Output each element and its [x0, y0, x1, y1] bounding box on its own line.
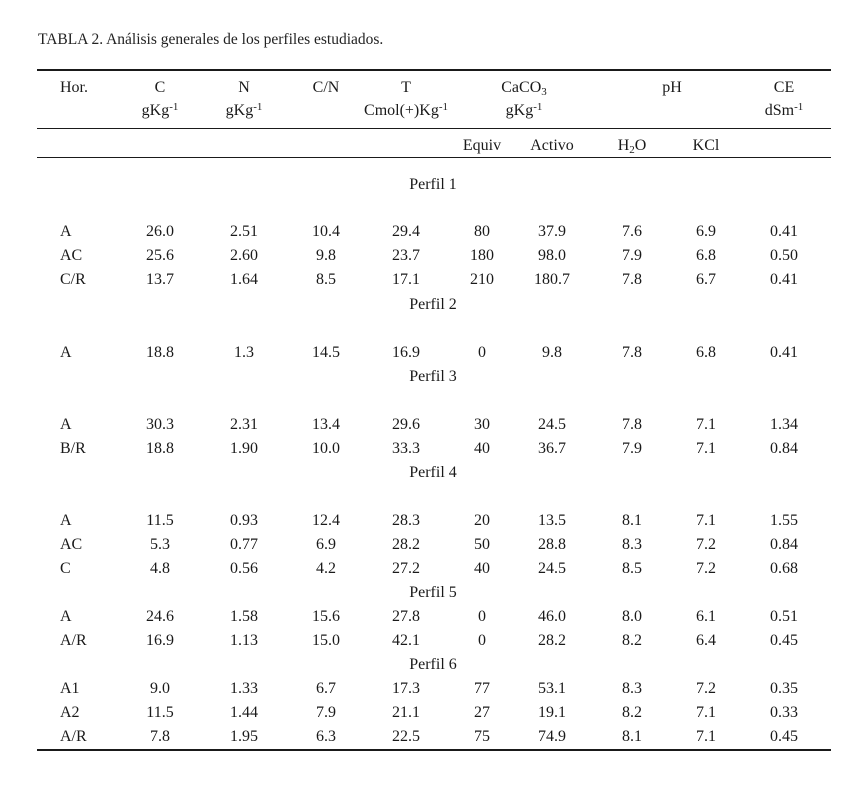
cell-equiv: 210	[470, 271, 494, 288]
cell-equiv: 180	[470, 247, 494, 264]
cell-ph-kcl: 6.7	[696, 271, 716, 288]
cell-hor: AC	[60, 247, 83, 264]
cell-ph-kcl: 6.8	[696, 344, 716, 361]
cell-ce: 0.33	[770, 704, 798, 721]
header-activo: Activo	[530, 137, 574, 154]
cell-cn: 15.0	[312, 632, 340, 649]
cell-n: 1.58	[230, 608, 258, 625]
cell-ph-h2o: 8.2	[622, 632, 642, 649]
header-kcl: KCl	[692, 137, 720, 154]
cell-activo: 53.1	[538, 680, 566, 697]
cell-cn: 14.5	[312, 344, 340, 361]
cell-hor: A	[60, 416, 72, 433]
cell-cn: 10.4	[312, 223, 340, 240]
cell-c: 5.3	[150, 536, 170, 553]
cell-n: 2.60	[230, 247, 258, 264]
cell-c: 4.8	[150, 560, 170, 577]
cell-n: 0.93	[230, 512, 258, 529]
cell-hor: A	[60, 223, 72, 240]
cell-equiv: 40	[474, 440, 490, 457]
cell-cn: 12.4	[312, 512, 340, 529]
cell-cn: 15.6	[312, 608, 340, 625]
cell-t: 23.7	[392, 247, 420, 264]
header-ce-unit: dSm$^{-1}$	[764, 101, 804, 119]
cell-equiv: 0	[478, 632, 486, 649]
cell-hor: A2	[60, 704, 80, 721]
cell-ce: 0.68	[770, 560, 798, 577]
header-t: T	[401, 79, 411, 96]
cell-n: 1.33	[230, 680, 258, 697]
cell-activo: 28.8	[538, 536, 566, 553]
section-title: Perfil 1	[409, 176, 457, 193]
header-h2o: $H_2O$	[617, 137, 647, 156]
cell-activo: 98.0	[538, 247, 566, 264]
cell-activo: 19.1	[538, 704, 566, 721]
cell-hor: AC	[60, 536, 83, 553]
header-c-unit: gKg$^{-1}$	[141, 101, 179, 119]
cell-hor: A/R	[60, 632, 87, 649]
cell-ce: 0.41	[770, 344, 798, 361]
cell-ph-kcl: 7.1	[696, 728, 716, 745]
cell-n: 1.3	[234, 344, 254, 361]
section-title: Perfil 5	[409, 584, 457, 601]
cell-activo: 36.7	[538, 440, 566, 457]
cell-t: 17.1	[392, 271, 420, 288]
cell-t: 27.8	[392, 608, 420, 625]
cell-cn: 9.8	[316, 247, 336, 264]
header-cn: C/N	[312, 79, 340, 96]
cell-cn: 10.0	[312, 440, 340, 457]
cell-activo: 24.5	[538, 560, 566, 577]
cell-ph-kcl: 6.1	[696, 608, 716, 625]
cell-c: 7.8	[150, 728, 170, 745]
cell-t: 17.3	[392, 680, 420, 697]
cell-activo: 24.5	[538, 416, 566, 433]
cell-t: 33.3	[392, 440, 420, 457]
cell-n: 1.64	[230, 271, 258, 288]
cell-equiv: 30	[474, 416, 490, 433]
cell-ph-kcl: 6.4	[696, 632, 716, 649]
cell-c: 24.6	[146, 608, 174, 625]
cell-hor: C/R	[60, 271, 86, 288]
cell-t: 27.2	[392, 560, 420, 577]
header-t-unit: $Cmol(+)Kg^{-1}$	[364, 101, 448, 119]
cell-n: 1.13	[230, 632, 258, 649]
cell-ce: 0.45	[770, 632, 798, 649]
cell-hor: B/R	[60, 440, 86, 457]
cell-ph-kcl: 7.2	[696, 536, 716, 553]
cell-ce: 0.50	[770, 247, 798, 264]
section-title: Perfil 6	[409, 656, 457, 673]
cell-c: 30.3	[146, 416, 174, 433]
cell-n: 1.44	[230, 704, 258, 721]
section-title: Perfil 3	[409, 368, 457, 385]
cell-equiv: 0	[478, 608, 486, 625]
section-title: Perfil 4	[409, 464, 457, 481]
cell-hor: A/R	[60, 728, 87, 745]
cell-t: 28.3	[392, 512, 420, 529]
cell-ph-kcl: 7.2	[696, 560, 716, 577]
cell-ph-h2o: 7.8	[622, 271, 642, 288]
cell-t: 28.2	[392, 536, 420, 553]
cell-c: 25.6	[146, 247, 174, 264]
cell-ph-h2o: 8.3	[622, 680, 642, 697]
cell-ce: 1.55	[770, 512, 798, 529]
cell-t: 29.4	[392, 223, 420, 240]
cell-activo: 28.2	[538, 632, 566, 649]
cell-cn: 6.3	[316, 728, 336, 745]
cell-ph-kcl: 6.8	[696, 247, 716, 264]
cell-n: 0.56	[230, 560, 258, 577]
cell-ph-h2o: 8.5	[622, 560, 642, 577]
cell-c: 18.8	[146, 440, 174, 457]
cell-cn: 6.7	[316, 680, 336, 697]
cell-c: 11.5	[146, 704, 174, 721]
cell-t: 16.9	[392, 344, 420, 361]
cell-equiv: 40	[474, 560, 490, 577]
cell-ph-h2o: 8.2	[622, 704, 642, 721]
cell-equiv: 80	[474, 223, 490, 240]
cell-t: 22.5	[392, 728, 420, 745]
cell-ph-h2o: 7.9	[622, 247, 642, 264]
bottom-rule	[37, 749, 831, 751]
cell-ph-kcl: 7.1	[696, 440, 716, 457]
cell-ce: 0.51	[770, 608, 798, 625]
cell-cn: 6.9	[316, 536, 336, 553]
cell-equiv: 77	[474, 680, 490, 697]
cell-cn: 4.2	[316, 560, 336, 577]
cell-c: 13.7	[146, 271, 174, 288]
cell-ph-h2o: 7.9	[622, 440, 642, 457]
cell-equiv: 27	[474, 704, 490, 721]
cell-t: 21.1	[392, 704, 420, 721]
cell-ce: 0.45	[770, 728, 798, 745]
header-ph: pH	[662, 79, 682, 96]
header-ce: CE	[773, 79, 795, 96]
cell-ce: 0.35	[770, 680, 798, 697]
cell-hor: A	[60, 512, 72, 529]
cell-activo: 9.8	[542, 344, 562, 361]
subheader-rule	[37, 157, 831, 158]
cell-equiv: 0	[478, 344, 486, 361]
cell-cn: 7.9	[316, 704, 336, 721]
section-title: Perfil 2	[409, 296, 457, 313]
cell-ce: 1.34	[770, 416, 798, 433]
cell-hor: A	[60, 608, 72, 625]
cell-c: 11.5	[146, 512, 174, 529]
header-hor: Hor.	[60, 79, 88, 96]
cell-ce: 0.84	[770, 536, 798, 553]
header-n: N	[238, 79, 250, 96]
header-n-unit: gKg$^{-1}$	[225, 101, 263, 119]
cell-n: 2.51	[230, 223, 258, 240]
cell-ph-kcl: 7.1	[696, 416, 716, 433]
cell-n: 0.77	[230, 536, 258, 553]
cell-ph-kcl: 7.1	[696, 512, 716, 529]
cell-ph-h2o: 8.1	[622, 728, 642, 745]
cell-t: 29.6	[392, 416, 420, 433]
cell-activo: 74.9	[538, 728, 566, 745]
header-c: C	[154, 79, 166, 96]
cell-ce: 0.41	[770, 223, 798, 240]
cell-cn: 8.5	[316, 271, 336, 288]
cell-equiv: 50	[474, 536, 490, 553]
cell-ce: 0.41	[770, 271, 798, 288]
cell-c: 9.0	[150, 680, 170, 697]
cell-ph-kcl: 7.1	[696, 704, 716, 721]
cell-ph-h2o: 8.3	[622, 536, 642, 553]
cell-ce: 0.84	[770, 440, 798, 457]
header-caco3-unit: gKg$^{-1}$	[505, 101, 543, 119]
cell-c: 16.9	[146, 632, 174, 649]
cell-equiv: 20	[474, 512, 490, 529]
cell-cn: 13.4	[312, 416, 340, 433]
header-caco3: CaCO$_3$	[501, 79, 547, 98]
cell-equiv: 75	[474, 728, 490, 745]
cell-activo: 46.0	[538, 608, 566, 625]
cell-c: 26.0	[146, 223, 174, 240]
cell-n: 1.95	[230, 728, 258, 745]
cell-hor: C	[60, 560, 71, 577]
cell-activo: 180.7	[534, 271, 570, 288]
cell-hor: A1	[60, 680, 80, 697]
cell-ph-h2o: 8.1	[622, 512, 642, 529]
cell-activo: 37.9	[538, 223, 566, 240]
cell-c: 18.8	[146, 344, 174, 361]
cell-hor: A	[60, 344, 72, 361]
top-rule	[37, 69, 831, 71]
cell-ph-h2o: 8.0	[622, 608, 642, 625]
cell-ph-h2o: 7.6	[622, 223, 642, 240]
cell-t: 42.1	[392, 632, 420, 649]
cell-n: 2.31	[230, 416, 258, 433]
table-caption: TABLA 2. Análisis generales de los perfiles estudiados.	[38, 31, 384, 48]
cell-ph-h2o: 7.8	[622, 416, 642, 433]
cell-ph-kcl: 6.9	[696, 223, 716, 240]
cell-ph-kcl: 7.2	[696, 680, 716, 697]
header-equiv: Equiv	[462, 137, 502, 154]
cell-activo: 13.5	[538, 512, 566, 529]
header-rule	[37, 128, 831, 129]
cell-ph-h2o: 7.8	[622, 344, 642, 361]
cell-n: 1.90	[230, 440, 258, 457]
